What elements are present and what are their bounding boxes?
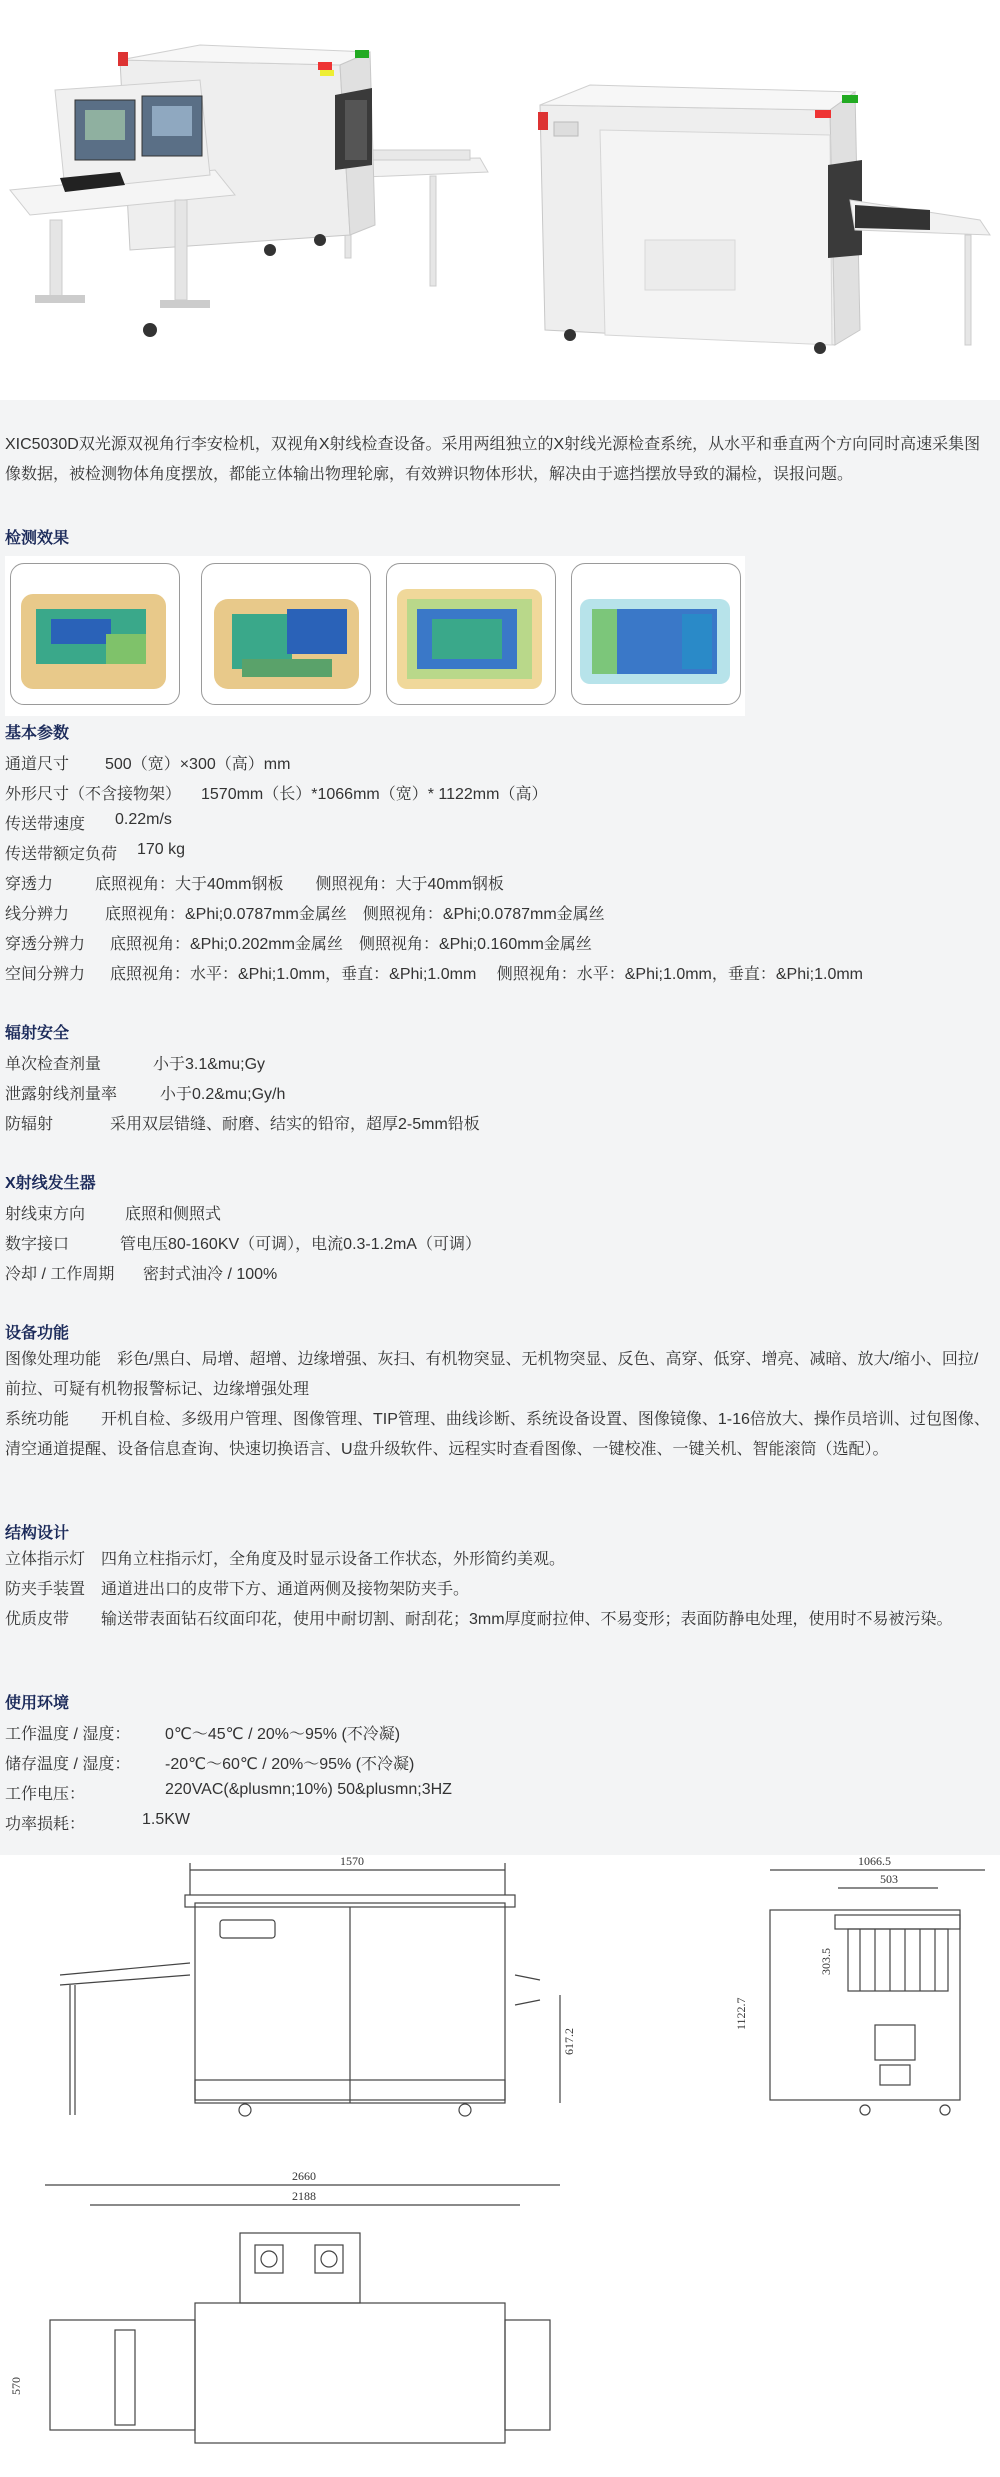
spec-value: 底照视角：水平：&Phi;1.0mm，垂直：&Phi;1.0mm 侧照视角：水平：&Phi;1.0mm，垂直：&Phi;1.0mm [110, 966, 864, 983]
spec-value: 采用双层错缝、耐磨、结实的铅帘，超厚2-5mm铅板 [110, 1116, 480, 1133]
top-view [9, 2169, 560, 2443]
spec-row [5, 1721, 401, 1744]
spec-row [5, 1201, 222, 1224]
spec-row [5, 961, 864, 984]
spec-value: 1570mm（长）*1066mm（宽）* 1122mm（高） [201, 786, 548, 803]
side-view [734, 1855, 985, 2115]
spec-label: 通道尺寸 [5, 756, 70, 773]
spec-label: 空间分辨力 [5, 966, 86, 983]
dim-top-body: 2188 [292, 2189, 316, 2203]
dim-top-total: 2660 [292, 2169, 316, 2183]
spec-label: 传送带速度 [5, 816, 86, 833]
xray-thumb-3 [386, 563, 556, 705]
section-title-env: 使用环境 [5, 1695, 70, 1712]
front-view [60, 1855, 576, 2116]
spec-label: 防辐射 [5, 1116, 54, 1133]
spec-value: 底照视角：&Phi;0.202mm金属丝 侧照视角：&Phi;0.160mm金属丝 [110, 936, 592, 953]
spec-value: 底照视角：&Phi;0.0787mm金属丝 侧照视角：&Phi;0.0787mm金属丝 [105, 906, 605, 923]
xray-thumb-2 [201, 563, 371, 705]
spec-label: 功率损耗： [5, 1816, 86, 1833]
product-spec-block [0, 400, 1000, 1855]
spec-label: 单次检查剂量 [5, 1056, 102, 1073]
section-title-basic: 基本参数 [5, 725, 70, 742]
spec-row [5, 931, 592, 954]
dim-top-depth: 570 [9, 2377, 23, 2395]
spec-value: 1.5KW [142, 1811, 191, 1828]
spec-value: 底照视角：大于40mm钢板 侧照视角：大于40mm钢板 [95, 876, 504, 893]
spec-value: -20℃～60℃ / 20%～95% (不冷凝) [165, 1756, 415, 1773]
spec-value: 小于3.1&mu;Gy [153, 1056, 266, 1073]
machine-photo-standalone [510, 0, 1000, 400]
spec-label: 工作温度 / 湿度： [5, 1726, 131, 1743]
spec-row [5, 781, 548, 804]
machine-photo-console [0, 0, 500, 400]
xray-thumb-1 [10, 563, 180, 705]
intro-paragraph: XIC5030D双光源双视角行李安检机，双视角X射线检查设备。采用两组独立的X射线光源检查系统，从水平和垂直两个方向同时高速采集图像数据，被检测物体角度摆放，都能立体输出物理轮廓，有效辨识物体形状，解决由于遮挡摆放导致的漏检，误报问题。 [5, 436, 981, 483]
spec-row [5, 751, 291, 774]
spec-value: 0.22m/s [115, 811, 172, 828]
spec-label: 穿透分辨力 [5, 936, 86, 953]
spec-row [5, 1051, 266, 1074]
spec-label: 储存温度 / 湿度： [5, 1756, 131, 1773]
spec-value: 管电压80-160KV（可调），电流0.3-1.2mA（可调） [120, 1236, 481, 1253]
function-system: 系统功能 开机自检、多级用户管理、图像管理、TIP管理、曲线诊断、系统设备设置、图像镜像、1-16倍放大、操作员培训、过包图像、清空通道提醒、设备信息查询、快速切换语言、U盘升级软件、远程实时查看图像、一键校准、一键关机、智能滚筒（选配）。 [5, 1411, 990, 1458]
spec-row [5, 1751, 415, 1774]
spec-row [5, 1111, 480, 1134]
spec-row [5, 1081, 286, 1104]
spec-row [5, 1811, 191, 1834]
section-title-radiation: 辐射安全 [5, 1025, 70, 1042]
spec-label: 泄露射线剂量率 [5, 1086, 118, 1103]
spec-label: 冷却 / 工作周期 [5, 1266, 115, 1283]
spec-label: 外形尺寸（不含接物架） [5, 786, 182, 803]
dim-side-height: 1122.7 [734, 1997, 748, 2030]
spec-label: 工作电压： [5, 1786, 86, 1803]
spec-value: 密封式油冷 / 100% [143, 1266, 278, 1283]
dim-side-channel: 503 [880, 1872, 898, 1886]
spec-value: 小于0.2&mu;Gy/h [160, 1086, 286, 1103]
detect-thumbnails [5, 556, 745, 716]
spec-label: 传送带额定负荷 [5, 846, 118, 863]
section-title-structure: 结构设计 [5, 1525, 70, 1542]
spec-label: 数字接口 [5, 1236, 70, 1253]
spec-row [5, 1781, 452, 1804]
spec-row [5, 871, 504, 894]
spec-row [5, 1261, 278, 1284]
spec-value: 底照和侧照式 [125, 1206, 222, 1223]
spec-value: 220VAC(&plusmn;10%) 50&plusmn;3HZ [165, 1781, 452, 1798]
dim-side-channel-height: 303.5 [819, 1948, 833, 1975]
section-title-functions: 设备功能 [5, 1325, 70, 1342]
dim-side-width: 1066.5 [858, 1855, 891, 1868]
structure-clamp: 防夹手装置 通道进出口的皮带下方、通道两侧及接物架防夹手。 [5, 1581, 470, 1598]
section-title-xray: X射线发生器 [5, 1175, 96, 1192]
spec-row [5, 1231, 481, 1254]
structure-belt: 优质皮带 输送带表面钻石纹面印花，使用中耐切割、耐刮花；3mm厚度耐拉伸、不易变形；表面防静电处理，使用时不易被污染。 [5, 1611, 953, 1628]
spec-row [5, 811, 172, 834]
spec-label: 线分辨力 [5, 906, 70, 923]
function-image-processing: 图像处理功能 彩色/黑白、局增、超增、边缘增强、灰扫、有机物突显、无机物突显、反色、高穿、低穿、增亮、减暗、放大/缩小、回拉/前拉、可疑有机物报警标记、边缘增强处理 [5, 1351, 979, 1398]
spec-label: 射线束方向 [5, 1206, 86, 1223]
technical-drawing [0, 1855, 1000, 2472]
dim-front-height: 617.2 [562, 2028, 576, 2055]
hero-photos [0, 0, 1000, 400]
spec-value: 0℃～45℃ / 20%～95% (不冷凝) [165, 1726, 401, 1743]
section-title-detect: 检测效果 [5, 530, 70, 547]
spec-row [5, 841, 186, 864]
spec-row [5, 901, 605, 924]
dim-front-length: 1570 [340, 1855, 364, 1868]
spec-label: 穿透力 [5, 876, 54, 893]
spec-value: 500（宽）×300（高）mm [105, 756, 291, 773]
xray-thumb-4 [571, 563, 741, 705]
structure-light: 立体指示灯 四角立柱指示灯，全角度及时显示设备工作状态，外形简约美观。 [5, 1551, 566, 1568]
spec-value: 170 kg [137, 841, 186, 858]
